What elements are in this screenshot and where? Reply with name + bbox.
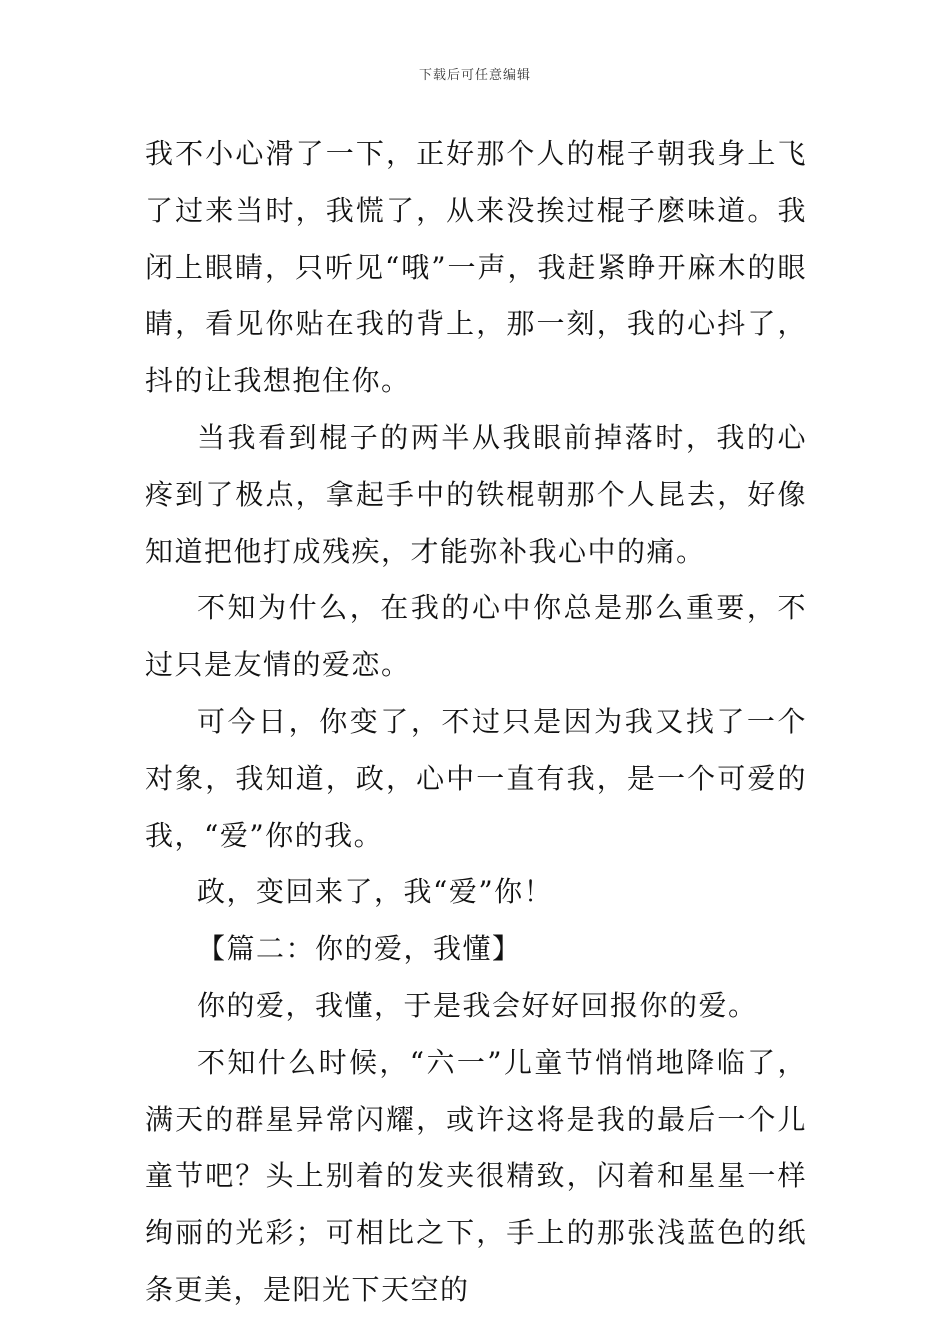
page-header: 下载后可任意编辑 [418,68,531,83]
paragraph-3: 不知为什么，在我的心中你总是那么重要，不过只是友情的爱恋。 [145,591,807,682]
paragraph-7: 不知什么时候，“六一”儿童节悄悄地降临了，满天的群星异常闪耀，或许这将是我的最后一个儿童节吧？头上别着的发夹很精致，闪着和星星一样绚丽的光彩；可相比之下，手上的那张浅蓝色的纸条更美，是阳光下天空的 [145,1045,807,1306]
document-body [145,126,807,1319]
paragraph-6: 你的爱，我懂，于是我会好好回报你的爱。 [197,988,758,1022]
paragraph-4: 可今日，你变了，不过只是因为我又找了一个对象，我知道，政，心中一直有我，是一个可爱的我，“爱”你的我。 [145,704,807,852]
paragraph-5: 政，变回来了，我“爱”你！ [197,875,554,909]
section-heading: 【篇二：你的爱，我懂】 [197,932,522,966]
paragraph-2: 当我看到棍子的两半从我眼前掉落时，我的心疼到了极点，拿起手中的铁棍朝那个人昆去，好像知道把他打成残疾，才能弥补我心中的痛。 [145,420,807,568]
paragraph-1: 我不小心滑了一下，正好那个人的棍子朝我身上飞了过来当时，我慌了，从来没挨过棍子麽味道。我闭上眼睛，只听见“哦”一声，我赶紧睁开麻木的眼睛，看见你贴在我的背上，那一刻，我的心抖了，抖的让我想抱住你。 [145,137,807,398]
